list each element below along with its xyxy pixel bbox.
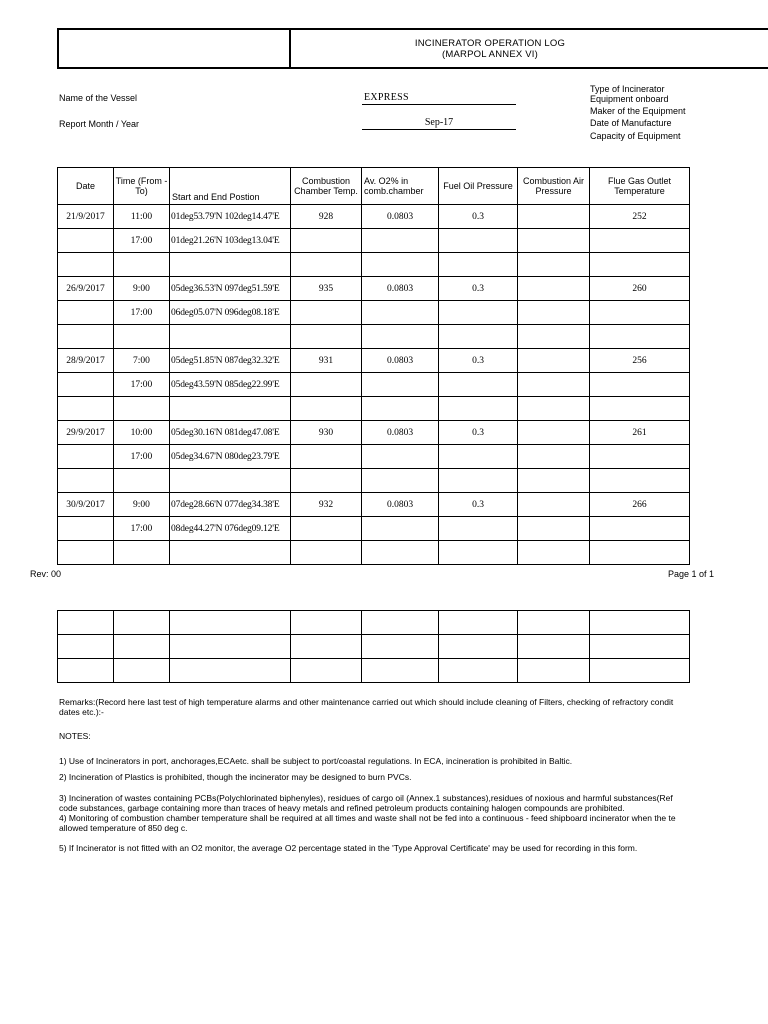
cell-date — [58, 229, 114, 253]
blank-cell — [518, 635, 590, 659]
equipment-capacity-label: Capacity of Equipment — [590, 131, 681, 141]
blank-cell — [114, 611, 170, 635]
cell-o2 — [362, 325, 439, 349]
cell-date: 29/9/2017 — [58, 421, 114, 445]
cell-chamber-temp: 931 — [291, 349, 362, 373]
table-row — [58, 493, 690, 517]
cell-time: 10:00 — [114, 421, 170, 445]
cell-o2 — [362, 229, 439, 253]
cell-air-pressure — [518, 469, 590, 493]
cell-time: 7:00 — [114, 349, 170, 373]
note-3-line-1: 3) Incineration of wastes containing PCBs(Polychlorinated biphenyles), residues of cargo oil (Annex.1 substances),residues of noxious and harmful substances(Ref — [59, 793, 673, 803]
cell-position: 01deg21.26'N 103deg13.04'E — [170, 229, 291, 253]
cell-o2 — [362, 301, 439, 325]
blank-cell — [58, 659, 114, 683]
cell-fuel-oil-pressure — [439, 325, 518, 349]
report-month-underline — [362, 129, 516, 130]
col-header-flue-gas-temp: Flue Gas Outlet Temperature — [590, 168, 690, 205]
cell-flue-gas-temp — [590, 301, 690, 325]
cell-chamber-temp — [291, 229, 362, 253]
cell-date: 28/9/2017 — [58, 349, 114, 373]
cell-chamber-temp — [291, 253, 362, 277]
cell-o2 — [362, 445, 439, 469]
cell-position: 05deg36.53'N 097deg51.59'E — [170, 277, 291, 301]
cell-date: 30/9/2017 — [58, 493, 114, 517]
table-row — [58, 421, 690, 445]
cell-position: 05deg51.85'N 087deg32.32'E — [170, 349, 291, 373]
table-row — [58, 469, 690, 493]
title-line-2: (MARPOL ANNEX VI) — [442, 49, 538, 60]
cell-flue-gas-temp — [590, 445, 690, 469]
remarks-line-1: Remarks:(Record here last test of high temperature alarms and other maintenance carried out which should include cleaning of Filters, checking of refractory condit — [59, 697, 674, 707]
cell-position — [170, 541, 291, 565]
cell-fuel-oil-pressure — [439, 373, 518, 397]
blank-cell — [114, 659, 170, 683]
cell-position: 01deg53.79'N 102deg14.47'E — [170, 205, 291, 229]
cell-time: 11:00 — [114, 205, 170, 229]
table-row — [58, 541, 690, 565]
cell-position: 08deg44.27'N 076deg09.12'E — [170, 517, 291, 541]
col-header-time: Time (From - To) — [114, 168, 170, 205]
cell-chamber-temp — [291, 301, 362, 325]
cell-date — [58, 469, 114, 493]
cell-flue-gas-temp — [590, 541, 690, 565]
cell-chamber-temp: 932 — [291, 493, 362, 517]
cell-fuel-oil-pressure — [439, 301, 518, 325]
cell-position: 05deg43.59'N 085deg22.99'E — [170, 373, 291, 397]
cell-fuel-oil-pressure — [439, 229, 518, 253]
cell-o2 — [362, 469, 439, 493]
cell-chamber-temp — [291, 397, 362, 421]
table-row — [58, 373, 690, 397]
table-row — [58, 397, 690, 421]
note-2: 2) Incineration of Plastics is prohibited, though the incinerator may be designed to burn PVCs. — [59, 772, 412, 782]
cell-fuel-oil-pressure — [439, 469, 518, 493]
table-row — [58, 445, 690, 469]
cell-position: 05deg30.16'N 081deg47.08'E — [170, 421, 291, 445]
equipment-maker-label: Maker of the Equipment — [590, 106, 686, 116]
blank-cell — [362, 659, 439, 683]
cell-chamber-temp — [291, 373, 362, 397]
table-row — [58, 277, 690, 301]
col-header-date: Date — [58, 168, 114, 205]
blank-row — [58, 659, 690, 683]
cell-date — [58, 445, 114, 469]
cell-air-pressure — [518, 517, 590, 541]
report-month-value: Sep-17 — [424, 117, 454, 128]
cell-o2: 0.0803 — [362, 349, 439, 373]
blank-cell — [590, 635, 690, 659]
cell-flue-gas-temp — [590, 373, 690, 397]
cell-position: 07deg28.66'N 077deg34.38'E — [170, 493, 291, 517]
vessel-name-value: EXPRESS — [364, 92, 409, 103]
cell-flue-gas-temp: 256 — [590, 349, 690, 373]
revision-label: Rev: 00 — [30, 569, 62, 579]
cell-date — [58, 373, 114, 397]
cell-time — [114, 397, 170, 421]
cell-air-pressure — [518, 253, 590, 277]
cell-flue-gas-temp — [590, 253, 690, 277]
cell-air-pressure — [518, 229, 590, 253]
table-row — [58, 325, 690, 349]
table-header-row — [58, 168, 690, 205]
blank-cell — [170, 635, 291, 659]
cell-date — [58, 517, 114, 541]
cell-time — [114, 253, 170, 277]
remarks-line-2: dates etc.):- — [59, 707, 104, 717]
blank-cell — [590, 659, 690, 683]
cell-fuel-oil-pressure — [439, 541, 518, 565]
table-row — [58, 301, 690, 325]
cell-flue-gas-temp — [590, 325, 690, 349]
cell-air-pressure — [518, 349, 590, 373]
blank-row — [58, 611, 690, 635]
cell-time: 9:00 — [114, 493, 170, 517]
col-header-chamber-temp: Combustion Chamber Temp. — [291, 168, 362, 205]
cell-chamber-temp — [291, 541, 362, 565]
col-header-fuel-oil-pressure: Fuel Oil Pressure — [439, 168, 518, 205]
note-3-line-2: code substances, garbage containing more than traces of heavy metals and refined petroleum products containing halogen compounds are prohibited. — [59, 803, 625, 813]
cell-air-pressure — [518, 397, 590, 421]
blank-cell — [518, 611, 590, 635]
blank-cell — [170, 659, 291, 683]
cell-air-pressure — [518, 493, 590, 517]
cell-air-pressure — [518, 541, 590, 565]
cell-position — [170, 469, 291, 493]
blank-cell — [170, 611, 291, 635]
blank-row — [58, 635, 690, 659]
cell-date — [58, 397, 114, 421]
blank-cell — [114, 635, 170, 659]
cell-fuel-oil-pressure: 0.3 — [439, 493, 518, 517]
cell-time: 17:00 — [114, 445, 170, 469]
cell-air-pressure — [518, 205, 590, 229]
blank-cell — [439, 611, 518, 635]
cell-flue-gas-temp — [590, 229, 690, 253]
blank-cell — [590, 611, 690, 635]
cell-o2 — [362, 397, 439, 421]
log-title — [291, 38, 689, 60]
cell-air-pressure — [518, 373, 590, 397]
equipment-type-label: Type of Incinerator Equipment onboard — [590, 84, 669, 104]
blank-cell — [58, 635, 114, 659]
cell-position: 06deg05.07'N 096deg08.18'E — [170, 301, 291, 325]
page-number: Page 1 of 1 — [668, 569, 715, 579]
cell-fuel-oil-pressure: 0.3 — [439, 421, 518, 445]
cell-position — [170, 325, 291, 349]
cell-time: 9:00 — [114, 277, 170, 301]
cell-fuel-oil-pressure: 0.3 — [439, 205, 518, 229]
note-5: 5) If Incinerator is not fitted with an O2 monitor, the average O2 percentage stated in the 'Type Approval Certificate' may be used for recording in this form. — [59, 843, 638, 853]
blank-cell — [439, 635, 518, 659]
cell-date: 21/9/2017 — [58, 205, 114, 229]
blank-cell — [291, 659, 362, 683]
cell-o2: 0.0803 — [362, 277, 439, 301]
cell-fuel-oil-pressure — [439, 445, 518, 469]
note-1: 1) Use of Incinerators in port, anchorages,ECAetc. shall be subject to port/coastal regulations. In ECA, incineration is prohibited in Baltic. — [59, 756, 573, 766]
cell-date — [58, 541, 114, 565]
cell-air-pressure — [518, 277, 590, 301]
blank-cell — [58, 611, 114, 635]
cell-flue-gas-temp: 260 — [590, 277, 690, 301]
cell-flue-gas-temp: 261 — [590, 421, 690, 445]
blank-cell — [291, 635, 362, 659]
table-row — [58, 517, 690, 541]
cell-time: 17:00 — [114, 301, 170, 325]
cell-time: 17:00 — [114, 373, 170, 397]
cell-date: 26/9/2017 — [58, 277, 114, 301]
cell-fuel-oil-pressure — [439, 253, 518, 277]
cell-o2 — [362, 517, 439, 541]
cell-o2 — [362, 253, 439, 277]
note-4-line-2: allowed temperature of 850 deg c. — [59, 823, 188, 833]
blank-cell — [362, 611, 439, 635]
cell-position — [170, 397, 291, 421]
cell-time — [114, 541, 170, 565]
cell-time: 17:00 — [114, 229, 170, 253]
cell-time — [114, 325, 170, 349]
cell-fuel-oil-pressure — [439, 397, 518, 421]
cell-air-pressure — [518, 445, 590, 469]
cell-chamber-temp: 935 — [291, 277, 362, 301]
table-row — [58, 349, 690, 373]
table-row — [58, 205, 690, 229]
cell-flue-gas-temp — [590, 517, 690, 541]
notes-title: NOTES: — [59, 731, 91, 741]
cell-air-pressure — [518, 421, 590, 445]
cell-chamber-temp — [291, 325, 362, 349]
cell-chamber-temp — [291, 517, 362, 541]
cell-o2: 0.0803 — [362, 421, 439, 445]
cell-date — [58, 253, 114, 277]
cell-time: 17:00 — [114, 517, 170, 541]
blank-cell — [291, 611, 362, 635]
cell-date — [58, 325, 114, 349]
col-header-air-pressure: Combustion Air Pressure — [518, 168, 590, 205]
cell-o2: 0.0803 — [362, 493, 439, 517]
cell-fuel-oil-pressure: 0.3 — [439, 277, 518, 301]
blank-cell — [518, 659, 590, 683]
cell-chamber-temp: 930 — [291, 421, 362, 445]
cell-o2 — [362, 541, 439, 565]
cell-flue-gas-temp — [590, 397, 690, 421]
blank-cell — [362, 635, 439, 659]
cell-flue-gas-temp: 252 — [590, 205, 690, 229]
cell-position: 05deg34.67'N 080deg23.79'E — [170, 445, 291, 469]
cell-o2: 0.0803 — [362, 205, 439, 229]
table-row — [58, 253, 690, 277]
cell-chamber-temp — [291, 469, 362, 493]
cell-air-pressure — [518, 325, 590, 349]
vessel-name-underline — [362, 104, 516, 105]
incinerator-log-table — [57, 167, 690, 565]
cell-fuel-oil-pressure: 0.3 — [439, 349, 518, 373]
report-month-label: Report Month / Year — [59, 119, 140, 129]
cell-position — [170, 253, 291, 277]
cell-chamber-temp: 928 — [291, 205, 362, 229]
cell-chamber-temp — [291, 445, 362, 469]
title-line-1: INCINERATOR OPERATION LOG — [414, 38, 566, 49]
cell-fuel-oil-pressure — [439, 517, 518, 541]
col-header-o2: Av. O2% in comb.chamber — [362, 168, 439, 205]
cell-air-pressure — [518, 301, 590, 325]
table-row — [58, 229, 690, 253]
cell-flue-gas-temp: 266 — [590, 493, 690, 517]
col-header-position: Start and End Postion — [170, 168, 291, 205]
cell-flue-gas-temp — [590, 469, 690, 493]
cell-time — [114, 469, 170, 493]
cell-date — [58, 301, 114, 325]
manufacture-date-label: Date of Manufacture — [590, 118, 672, 128]
cell-o2 — [362, 373, 439, 397]
blank-cell — [439, 659, 518, 683]
blank-entry-table — [57, 610, 690, 683]
vessel-name-label: Name of the Vessel — [59, 93, 138, 103]
note-4-line-1: 4) Monitoring of combustion chamber temperature shall be required at all times and waste shall not be fed into a continuous - feed shipboard incinerator when the te — [59, 813, 676, 823]
